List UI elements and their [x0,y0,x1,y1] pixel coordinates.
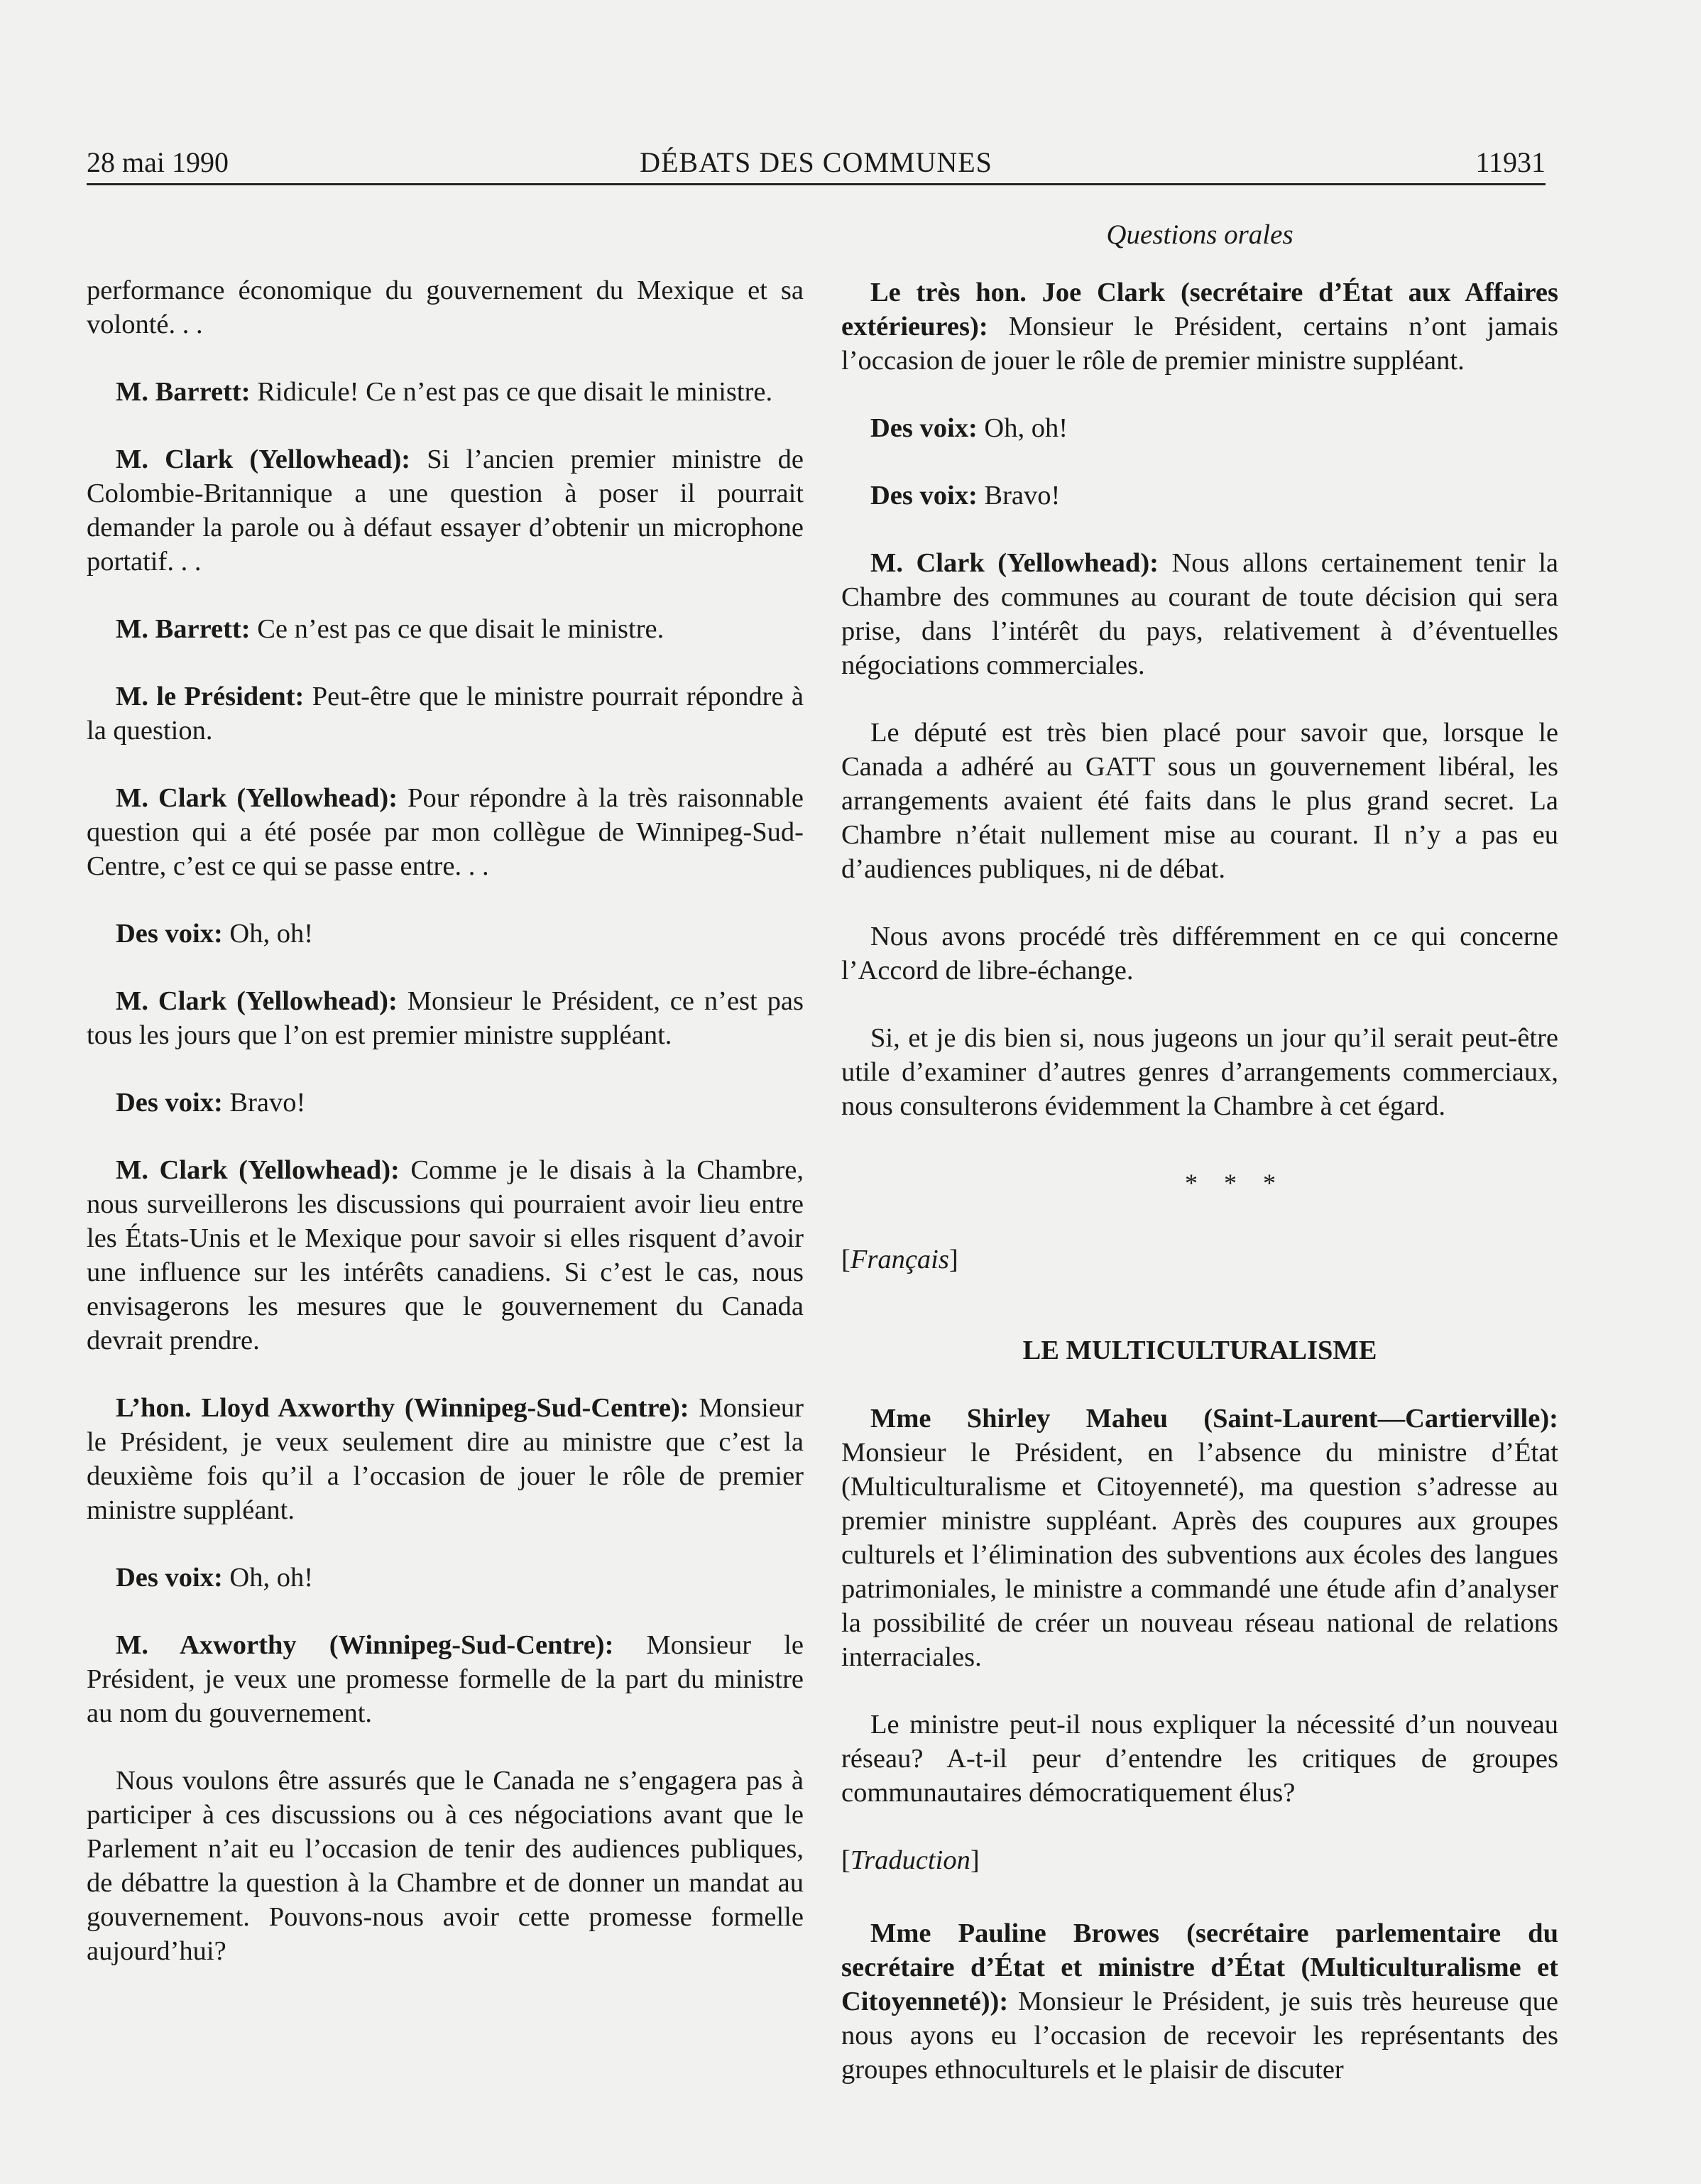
right-top-block [841,275,1558,1123]
paragraph [87,1153,804,1358]
paragraph-text: Nous avons procédé très différemment en ce qui concerne l’Accord de libre-échange. [841,922,1558,985]
speaker-name: M. Clark (Yellowhead): [116,1155,400,1185]
paragraph [87,917,804,951]
translation-note: [Traduction] [841,1845,980,1875]
paragraph [87,781,804,883]
paragraph [841,411,1558,445]
paragraph [841,479,1558,513]
paragraph-text: Monsieur le Président, je veux une promesse formelle de la part du ministre au nom du gouvernement. [87,1630,804,1728]
paragraph-text: Nous allons certainement tenir la Chambre des communes au courant de toute décision qui sera prise, dans l’intérêt du pays, relativement à d’éventuelles négociations commerciales. [841,548,1558,680]
paragraph-text: Nous voulons être assurés que le Canada ne s’engagera pas à participer à ces discussions ou à ces négociations avant que le Parlement n’ait eu l’occasion de tenir des audiences publiques, de débattre la question à la Chambre et de donner un mandat au gouvernement. Pouvons-nous avoir cette promesse formelle aujourd’hui? [87,1766,804,1966]
speaker-name: M. Clark (Yellowhead): [116,783,398,813]
right-mid-block [841,1402,1558,1810]
paragraph [87,612,804,646]
page-header [87,146,1546,187]
header-rule [87,183,1546,185]
rubric-heading: LE MULTICULTURALISME [1022,1336,1377,1365]
right-column [841,275,1558,2120]
paragraph [87,1764,804,1968]
paragraph [841,546,1558,682]
paragraph-text: Monsieur le Président, certains n’ont jamais l’occasion de jouer le rôle de premier ministre suppléant. [841,312,1558,376]
speaker-name: Mme Shirley Maheu (Saint-Laurent—Cartierville): [870,1404,1558,1434]
speaker-name: M. Clark (Yellowhead): [116,444,411,474]
paragraph [87,442,804,579]
speaker-name: Des voix: [116,1563,223,1593]
paragraph-text: Oh, oh! [222,919,314,949]
speaker-name: Des voix: [116,1088,223,1118]
paragraph-text: performance économique du gouvernement du Mexique et sa volonté. . . [87,275,804,339]
paragraph-text: Monsieur le Président, je suis très heureuse que nous ayons eu l’occasion de recevoir les représentants des groupes ethnoculturels et le plaisir de discuter [841,1987,1558,2085]
paragraph [87,273,804,342]
paragraph-text: Le ministre peut-il nous expliquer la nécessité d’un nouveau réseau? A-t-il peur d’entendre les critiques de groupes communautaires démocratiquement élus? [841,1710,1558,1808]
right-bottom-block [841,1916,1558,2087]
speaker-name: M. Barrett: [116,377,251,407]
paragraph [87,1391,804,1527]
paragraph [841,1402,1558,1674]
translation-note-text: Traduction [850,1845,970,1875]
section-title: Questions orales [1106,219,1293,250]
paragraph-text: Si, et je dis bien si, nous jugeons un jour qu’il serait peut-être utile d’examiner d’autres genres d’arrangements commerciaux, nous consulterons évidemment la Chambre à cet égard. [841,1023,1558,1121]
paragraph [841,1916,1558,2087]
page-number: 11931 [1475,146,1546,178]
paragraph-text: Bravo! [977,481,1061,510]
speaker-name: M. Clark (Yellowhead): [870,548,1159,578]
paragraph-text: Si l’ancien premier ministre de Colombie-Britannique a une question à poser il pourrait demander la parole ou à défaut essayer d’obtenir un microphone portatif. . . [87,444,804,577]
speaker-name: M. Axworthy (Winnipeg-Sud-Centre): [116,1630,614,1660]
left-column [87,273,804,2002]
speaker-name: Des voix: [870,481,978,510]
paragraph [87,375,804,409]
paragraph [87,1561,804,1595]
paragraph-text: Peut-être que le ministre pourrait répondre à la question. [87,682,804,746]
paragraph-text: Le député est très bien placé pour savoir que, lorsque le Canada a adhéré au GATT sous un gouvernement libéral, les arrangements avaient été faits dans le plus grand secret. La Chambre n’était nullement mise au courant. Il n’y a pas eu d’audiences publiques, ni de débat. [841,718,1558,884]
speaker-name: Des voix: [116,919,223,949]
paragraph-text: Oh, oh! [222,1563,314,1593]
paragraph [87,679,804,748]
header-date: 28 mai 1990 [87,146,229,178]
paragraph [841,716,1558,886]
speaker-name: L’hon. Lloyd Axworthy (Winnipeg-Sud-Centre): [116,1393,689,1423]
language-note: [Français] [841,1245,958,1274]
speaker-name: Mme Pauline Browes (secrétaire parlementaire du secrétaire d’État et ministre d’État (Multiculturalisme et Citoyenneté)): [841,1918,1558,2016]
paragraph [841,1021,1558,1123]
speaker-name: M. Barrett: [116,614,251,644]
paragraph-text: Monsieur le Président, ce n’est pas tous les jours que l’on est premier ministre suppléant. [87,986,804,1050]
speaker-name: Des voix: [870,413,978,443]
paragraph-text: Pour répondre à la très raisonnable question qui a été posée par mon collègue de Winnipeg-Sud-Centre, c’est ce qui se passe entre. . . [87,783,804,881]
paragraph-text: Comme je le disais à la Chambre, nous surveillerons les discussions qui pourraient avoir lieu entre les États-Unis et le Mexique pour savoir si elles risquent d’avoir une influence sur les intérêts canadiens. Si c’est le cas, nous envisagerons les mesures que le gouvernement du Canada devrait prendre. [87,1155,804,1355]
paragraph [87,1628,804,1730]
paragraph [841,1708,1558,1810]
header-title: DÉBATS DES COMMUNES [640,146,992,178]
paragraph-text: Ridicule! Ce n’est pas ce que disait le ministre. [250,377,773,407]
paragraph [841,919,1558,988]
paragraph-text: Ce n’est pas ce que disait le ministre. [250,614,664,644]
paragraph-text: Monsieur le Président, en l’absence du ministre d’État (Multiculturalisme et Citoyenneté), ma question s’adresse au premier ministre suppléant. Après des coupures aux groupes culturels et l’élimination des subventions aux écoles des langues patrimoniales, le ministre a commandé une étude afin d’analyser la possibilité de créer un nouveau réseau national de relations interraciales. [841,1438,1558,1672]
paragraph [841,275,1558,378]
paragraph [87,984,804,1052]
speaker-name: M. le Président: [116,682,305,711]
speaker-name: M. Clark (Yellowhead): [116,986,398,1016]
speaker-name: Le très hon. Joe Clark (secrétaire d’État aux Affaires extérieures): [841,278,1558,342]
language-note-text: Français [850,1245,949,1274]
paragraph-text: Bravo! [222,1088,306,1118]
section-separator: * * * [1185,1169,1286,1197]
paragraph-text: Oh, oh! [977,413,1068,443]
paragraph [87,1086,804,1120]
paragraph-text: Monsieur le Président, je veux seulement dire au ministre que c’est la deuxième fois qu’il a l’occasion de jouer le rôle de premier ministre suppléant. [87,1393,804,1525]
